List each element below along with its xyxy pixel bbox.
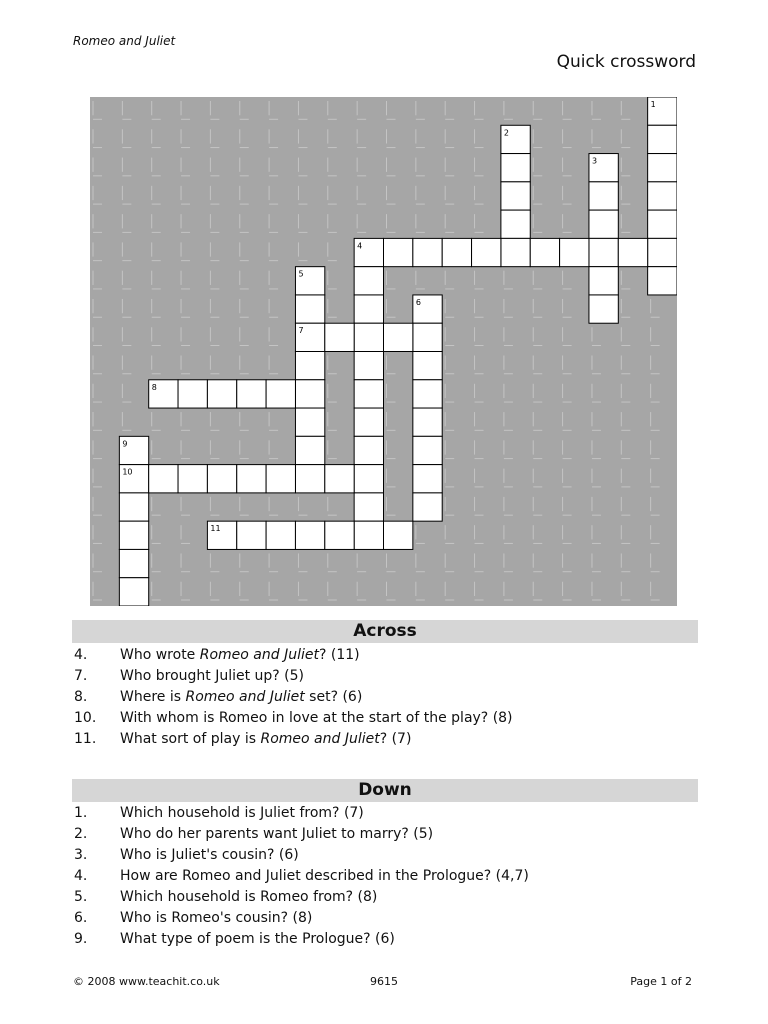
across-clue: 7. Who brought Juliet up? (5) bbox=[74, 666, 714, 687]
clue-number: 1. bbox=[74, 805, 88, 821]
down-clue: 4. How are Romeo and Juliet described in the Prologue? (4,7) bbox=[74, 866, 714, 887]
across-clue: 8. Where is Romeo and Juliet set? (6) bbox=[74, 687, 714, 708]
footer-code: 9615 bbox=[370, 975, 398, 988]
crossword-cell[interactable] bbox=[178, 465, 207, 493]
crossword-cell[interactable] bbox=[295, 352, 324, 380]
crossword-cell[interactable] bbox=[648, 125, 677, 153]
crossword-cell[interactable] bbox=[413, 493, 442, 521]
down-clue: 5. Which household is Romeo from? (8) bbox=[74, 887, 714, 908]
down-clue-list bbox=[74, 803, 714, 950]
crossword-cell[interactable] bbox=[295, 521, 324, 549]
across-heading: Across bbox=[72, 620, 698, 643]
crossword-cell[interactable] bbox=[413, 408, 442, 436]
crossword-cell[interactable] bbox=[413, 465, 442, 493]
crossword-cell[interactable] bbox=[295, 380, 324, 408]
crossword-cell[interactable] bbox=[648, 210, 677, 238]
crossword-cell[interactable] bbox=[589, 182, 618, 210]
crossword-cell[interactable] bbox=[266, 465, 295, 493]
crossword-cell[interactable] bbox=[207, 465, 236, 493]
crossword-cell[interactable] bbox=[413, 380, 442, 408]
crossword-cell[interactable] bbox=[354, 267, 383, 295]
down-clue: 3. Who is Juliet's cousin? (6) bbox=[74, 845, 714, 866]
crossword-cell[interactable] bbox=[178, 380, 207, 408]
crossword-cell[interactable] bbox=[530, 238, 559, 266]
crossword-cell[interactable] bbox=[413, 436, 442, 464]
clue-number: 5. bbox=[74, 889, 88, 905]
crossword-cell[interactable] bbox=[413, 352, 442, 380]
crossword-cell[interactable] bbox=[207, 380, 236, 408]
crossword-cell[interactable] bbox=[266, 521, 295, 549]
crossword-cell[interactable] bbox=[472, 238, 501, 266]
crossword-cell[interactable] bbox=[589, 210, 618, 238]
crossword-cell[interactable] bbox=[325, 465, 354, 493]
crossword-cell[interactable] bbox=[384, 238, 413, 266]
crossword-cell[interactable] bbox=[501, 238, 530, 266]
crossword-cell[interactable] bbox=[295, 436, 324, 464]
crossword-cell[interactable] bbox=[384, 521, 413, 549]
clue-number: 6. bbox=[74, 910, 88, 926]
crossword-cell[interactable] bbox=[413, 323, 442, 351]
crossword-cell[interactable] bbox=[325, 521, 354, 549]
crossword-cell[interactable] bbox=[618, 238, 647, 266]
cell-clue-number: 9 bbox=[122, 439, 128, 449]
crossword-cell[interactable] bbox=[354, 465, 383, 493]
cell-clue-number: 7 bbox=[298, 326, 304, 336]
down-clue: 1. Which household is Juliet from? (7) bbox=[74, 803, 714, 824]
footer-page-number: Page 1 of 2 bbox=[630, 975, 692, 988]
across-clue: 11. What sort of play is Romeo and Juliet? (7) bbox=[74, 729, 714, 750]
crossword-cell[interactable] bbox=[384, 323, 413, 351]
down-clue: 2. Who do her parents want Juliet to marry? (5) bbox=[74, 824, 714, 845]
crossword-cell[interactable] bbox=[354, 493, 383, 521]
cell-clue-number: 2 bbox=[503, 128, 509, 138]
cell-clue-number: 5 bbox=[298, 269, 304, 279]
crossword-cell[interactable] bbox=[648, 154, 677, 182]
crossword-cell[interactable] bbox=[295, 408, 324, 436]
crossword-cell[interactable] bbox=[295, 295, 324, 323]
crossword-cell[interactable] bbox=[589, 238, 618, 266]
crossword-cell[interactable] bbox=[325, 323, 354, 351]
crossword-cell[interactable] bbox=[354, 436, 383, 464]
crossword-cell[interactable] bbox=[648, 267, 677, 295]
cell-clue-number: 10 bbox=[122, 467, 133, 477]
crossword-cell[interactable] bbox=[501, 182, 530, 210]
crossword-cell[interactable] bbox=[442, 238, 471, 266]
clue-number: 3. bbox=[74, 847, 88, 863]
clue-number: 4. bbox=[74, 647, 88, 663]
clue-number: 2. bbox=[74, 826, 88, 842]
crossword-cell[interactable] bbox=[589, 295, 618, 323]
down-clue: 6. Who is Romeo's cousin? (8) bbox=[74, 908, 714, 929]
clue-number: 9. bbox=[74, 931, 88, 947]
document-subject: Romeo and Juliet bbox=[73, 34, 176, 48]
crossword-cell[interactable] bbox=[119, 549, 148, 577]
crossword-cell[interactable] bbox=[354, 352, 383, 380]
crossword-cell[interactable] bbox=[237, 465, 266, 493]
cell-clue-number: 3 bbox=[591, 156, 598, 166]
cell-clue-number: 8 bbox=[151, 382, 157, 392]
crossword-cell[interactable] bbox=[149, 465, 178, 493]
crossword-cell[interactable] bbox=[560, 238, 589, 266]
across-clue-list bbox=[74, 645, 714, 750]
crossword-cell[interactable] bbox=[648, 182, 677, 210]
crossword-grid bbox=[90, 97, 677, 606]
crossword-cell[interactable] bbox=[119, 578, 148, 606]
cell-clue-number: 6 bbox=[415, 297, 421, 307]
across-clue: 4. Who wrote Romeo and Juliet? (11) bbox=[74, 645, 714, 666]
crossword-cell[interactable] bbox=[648, 238, 677, 266]
crossword-cell[interactable] bbox=[413, 238, 442, 266]
clue-number: 11. bbox=[74, 731, 97, 747]
across-clue: 10. With whom is Romeo in love at the start of the play? (8) bbox=[74, 708, 714, 729]
crossword-cell[interactable] bbox=[354, 380, 383, 408]
crossword-cell[interactable] bbox=[354, 521, 383, 549]
cell-clue-number: 11 bbox=[210, 524, 221, 534]
crossword-cell[interactable] bbox=[354, 295, 383, 323]
crossword-cell[interactable] bbox=[501, 210, 530, 238]
crossword-cell[interactable] bbox=[295, 465, 324, 493]
crossword-cell[interactable] bbox=[501, 154, 530, 182]
crossword-cell[interactable] bbox=[237, 521, 266, 549]
clue-number: 8. bbox=[74, 689, 88, 705]
down-clue: 9. What type of poem is the Prologue? (6) bbox=[74, 929, 714, 950]
crossword-cell[interactable] bbox=[119, 493, 148, 521]
footer-copyright: © 2008 www.teachit.co.uk bbox=[73, 975, 220, 988]
crossword-cell[interactable] bbox=[237, 380, 266, 408]
down-heading: Down bbox=[72, 779, 698, 802]
crossword-cell[interactable] bbox=[589, 267, 618, 295]
cell-clue-number: 4 bbox=[357, 241, 363, 251]
crossword-cell[interactable] bbox=[266, 380, 295, 408]
crossword-cell[interactable] bbox=[354, 323, 383, 351]
crossword-cell[interactable] bbox=[119, 521, 148, 549]
cell-clue-number: 1 bbox=[650, 100, 656, 109]
clue-number: 7. bbox=[74, 668, 88, 684]
crossword-cell[interactable] bbox=[354, 408, 383, 436]
clue-number: 10. bbox=[74, 710, 97, 726]
clue-number: 4. bbox=[74, 868, 88, 884]
page-title: Quick crossword bbox=[556, 52, 696, 72]
